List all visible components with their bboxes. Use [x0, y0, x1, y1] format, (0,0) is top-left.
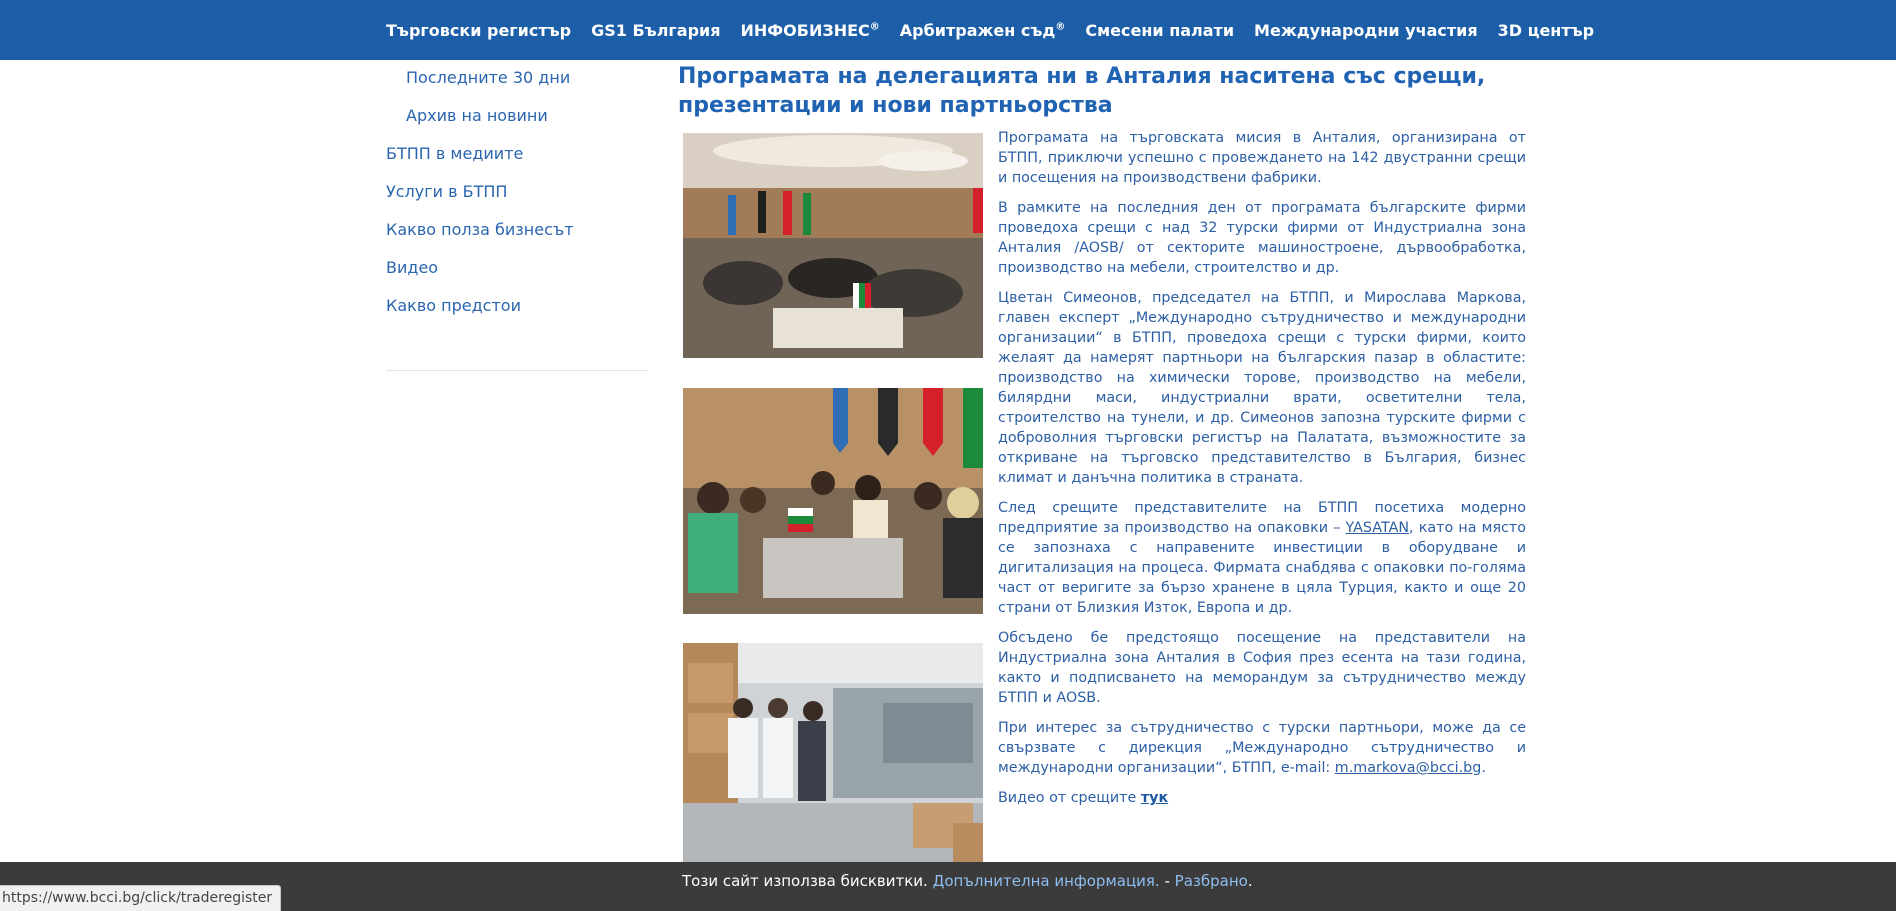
email-link[interactable]: m.markova@bcci.bg	[1334, 760, 1482, 776]
cookie-text: Този сайт използва бисквитки.	[682, 872, 928, 890]
nav-item-trade-register[interactable]: Търговски регистър	[386, 20, 572, 40]
article-body	[998, 128, 1526, 818]
cookie-accept-link[interactable]: Разбрано	[1174, 872, 1248, 890]
article-title: Програмата на делегацията ни в Анталия наситена със срещи, презентации и нови партньорства	[678, 64, 1486, 118]
article-paragraph: Цветан Симеонов, председател на БТПП, и Мирослава Маркова, главен експерт „Международно сътрудничество и международни организации“ в БТПП, проведоха срещи с турски фирми, които желаят да намерят партньори на българския пазар в областите: производство на химически торове, производство на мебели, билярдни маси, индустриални врати, осветителни тела, строителство на тунели, и др. Симеонов запозна турските фирми с доброволния търговски регистър на Палатата, възможностите за откриване на търговско представителство в България, бизнес климат и данъчна политика в страната.	[998, 290, 1526, 486]
sidebar-item-services[interactable]: Услуги в БТПП	[386, 182, 508, 201]
article-photo-factory-visit[interactable]	[683, 643, 983, 868]
article-photo-group-meeting[interactable]	[683, 388, 983, 614]
video-link[interactable]: тук	[1140, 790, 1169, 806]
article-photo-meeting-room[interactable]	[683, 133, 983, 358]
paragraph-text: След срещите представителите на БТПП посетиха модерно предприятие за производство на опаковки –	[998, 500, 1526, 536]
top-navigation	[0, 0, 1896, 60]
article-paragraph: Обсъдено бе предстоящо посещение на представители на Индустриална зона Анталия в София през есента на тази година, както и подписването на меморандум за сътрудничество между БТПП и AOSB.	[998, 630, 1526, 706]
nav-item-international-participation[interactable]: Международни участия	[1254, 20, 1478, 40]
sidebar-item-news-archive[interactable]: Архив на новини	[406, 106, 548, 125]
sidebar-item-upcoming[interactable]: Какво предстои	[386, 296, 521, 315]
yasatan-link[interactable]: YASATAN	[1345, 520, 1410, 536]
cookie-separator: -	[1159, 872, 1175, 890]
nav-item-arbitration-court[interactable]: Арбитражен съд®	[899, 20, 1066, 40]
article-paragraph	[998, 788, 1526, 808]
article-paragraph	[998, 498, 1526, 618]
nav-item-infobusiness[interactable]: ИНФОБИЗНЕС®	[740, 20, 880, 40]
paragraph-text: При интерес за сътрудничество с турски партньори, може да се свързвате с дирекция „Международно сътрудничество и международни организации“, БТПП, e-mail:	[998, 720, 1526, 776]
cookie-end: .	[1247, 872, 1253, 890]
nav-item-mixed-chambers[interactable]: Смесени палати	[1085, 20, 1235, 40]
paragraph-text: , като на място се запознаха с направените инвестиции в оборудване и дигитализация на процеса. Фирмата снабдява с опаковки по-голяма част от веригите за бързо хранене в цяла Турция, както и още 20 страни от Близкия Изток, Европа и др.	[998, 520, 1526, 616]
browser-status-url: https://www.bcci.bg/click/traderegister	[0, 885, 281, 911]
sidebar-item-business-benefit[interactable]: Какво полза бизнесът	[386, 220, 574, 239]
article-paragraph: Програмата на търговската мисия в Анталия, организирана от БТПП, приключи успешно с провеждането на 142 двустранни срещи и посещения на производствени фабрики.	[998, 130, 1526, 186]
cookie-more-info-link[interactable]: Допълнителна информация.	[932, 872, 1160, 890]
factory-visit-image	[683, 643, 983, 868]
article-paragraph	[998, 718, 1526, 778]
meeting-room-image	[683, 133, 983, 358]
cookie-message	[682, 872, 1253, 890]
cookie-banner	[0, 862, 1896, 911]
paragraph-text: .	[1481, 760, 1486, 776]
sidebar-divider	[386, 370, 648, 371]
nav-item-gs1[interactable]: GS1 България	[591, 20, 721, 40]
sidebar-item-bcci-in-media[interactable]: БТПП в медиите	[386, 144, 524, 163]
top-nav-list	[386, 0, 1614, 60]
nav-item-3d-center[interactable]: 3D център	[1497, 20, 1595, 40]
paragraph-text: Видео от срещите	[998, 790, 1141, 806]
sidebar-item-video[interactable]: Видео	[386, 258, 439, 277]
sidebar-item-last-30-days[interactable]: Последните 30 дни	[406, 68, 571, 87]
group-meeting-image	[683, 388, 983, 614]
article-paragraph: В рамките на последния ден от програмата българските фирми проведоха срещи с над 32 турски фирми от Индустриална зона Анталия /AOSB/ от секторите машиностроене, дървообработка, производство на мебели, строителство и др.	[998, 200, 1526, 276]
